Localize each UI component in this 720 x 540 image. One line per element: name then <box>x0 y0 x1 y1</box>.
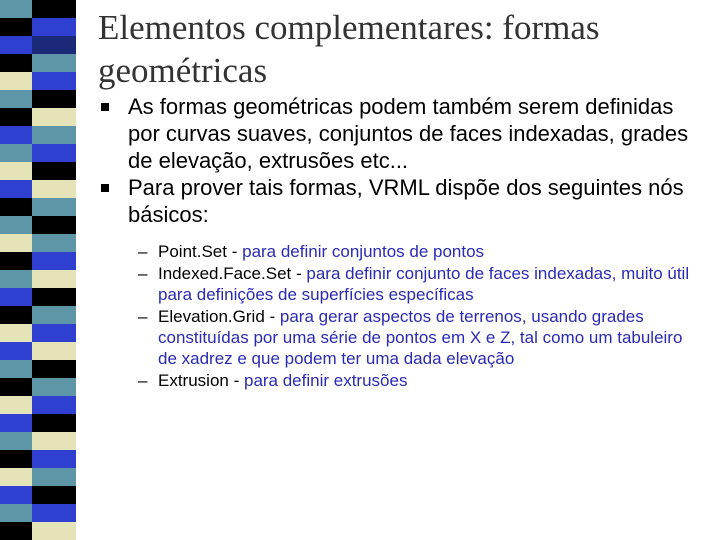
stripe-block <box>0 432 76 450</box>
square-bullet-icon <box>101 103 109 111</box>
bullet-item <box>100 93 700 174</box>
stripe-block <box>0 288 76 306</box>
node-name: Indexed.Face.Set <box>158 264 292 283</box>
stripe-block <box>0 324 76 342</box>
node-name: Extrusion <box>158 371 229 390</box>
stripe-block <box>0 504 76 522</box>
stripe-block <box>0 378 76 396</box>
separator: - <box>228 371 244 390</box>
stripe-block <box>0 162 76 180</box>
stripe-block <box>0 72 76 90</box>
dash-bullet-icon: – <box>138 307 148 326</box>
slide-content <box>100 93 700 392</box>
stripe-block <box>0 414 76 432</box>
stripe-block <box>0 396 76 414</box>
stripe-block <box>0 18 76 36</box>
stripe-block <box>0 522 76 540</box>
stripe-block <box>0 360 76 378</box>
stripe-block <box>0 108 76 126</box>
node-name: Elevation.Grid <box>158 307 265 326</box>
bullet-item <box>100 174 700 228</box>
stripe-block <box>0 342 76 360</box>
stripe-block <box>0 36 76 54</box>
dash-bullet-icon: – <box>138 264 148 283</box>
sub-item <box>138 263 700 305</box>
stripe-block <box>0 234 76 252</box>
bullet-text: Para prover tais formas, VRML dispõe dos seguintes nós básicos: <box>128 175 684 227</box>
separator: - <box>291 264 307 283</box>
separator: - <box>264 307 280 326</box>
sub-item <box>138 306 700 369</box>
dash-bullet-icon: – <box>138 242 148 261</box>
stripe-block <box>0 450 76 468</box>
stripe-block <box>0 54 76 72</box>
stripe-block <box>0 486 76 504</box>
node-name: Point.Set <box>158 242 227 261</box>
sub-item <box>138 241 700 262</box>
stripe-block <box>0 0 76 18</box>
stripe-block <box>0 180 76 198</box>
stripe-block <box>0 90 76 108</box>
stripe-block <box>0 144 76 162</box>
square-bullet-icon <box>101 184 109 192</box>
node-description: para gerar aspectos de terrenos, usando grades constituídas por uma série de pontos em X e Z, tal como um tabuleiro de xadrez e que podem ter uma dada elevação <box>158 307 683 368</box>
node-description: para definir extrusões <box>243 371 408 390</box>
stripe-block <box>0 252 76 270</box>
separator: - <box>227 242 243 261</box>
sub-item <box>138 370 700 391</box>
decorative-stripe <box>0 0 76 540</box>
stripe-block <box>0 270 76 288</box>
bullet-text: As formas geométricas podem também serem definidas por curvas suaves, conjuntos de faces indexadas, grades de elevação, extrusões etc... <box>128 94 689 173</box>
dash-bullet-icon: – <box>138 371 148 390</box>
stripe-block <box>0 468 76 486</box>
sub-list <box>138 241 700 391</box>
node-description: para definir conjuntos de pontos <box>242 242 485 261</box>
stripe-block <box>0 216 76 234</box>
slide-title: Elementos complementares: formas geométricas <box>98 8 600 90</box>
node-description: para definir conjunto de faces indexadas, muito útil para definições de superfícies específicas <box>158 264 690 304</box>
stripe-block <box>0 198 76 216</box>
stripe-block <box>0 306 76 324</box>
stripe-block <box>0 126 76 144</box>
